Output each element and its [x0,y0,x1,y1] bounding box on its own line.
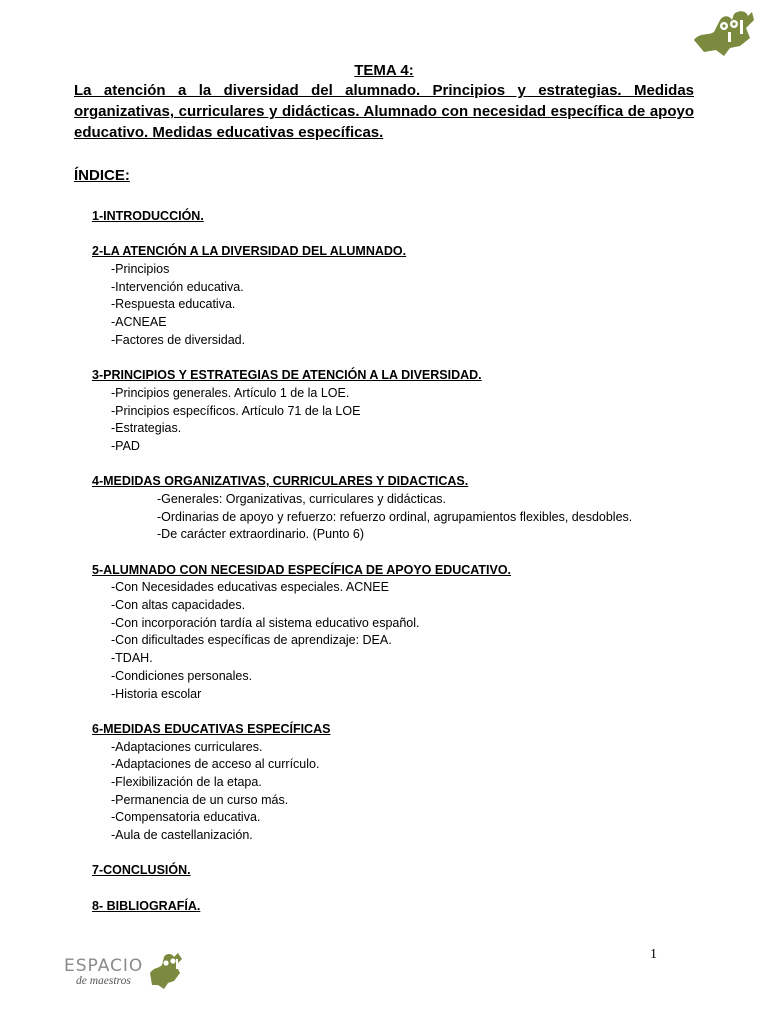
toc-item: -Con Necesidades educativas especiales. ACNEE [111,580,389,595]
toc-item: -Adaptaciones curriculares. [111,739,263,754]
toc-item: -Adaptaciones de acceso al currículo. [111,757,320,772]
toc-item: -PAD [111,438,140,453]
document-title: TEMA 4: [354,62,414,79]
toc-item: -Flexibilización de la etapa. [111,774,262,789]
toc-section-heading: 6-MEDIDAS EDUCATIVAS ESPECÍFICAS [92,721,331,736]
toc-item: -De carácter extraordinario. (Punto 6) [157,527,365,542]
footer-logo-icon [146,951,186,991]
toc-section [92,208,712,226]
toc-item: -Respuesta educativa. [111,297,236,312]
toc-section [92,721,712,845]
toc-section [92,243,712,349]
toc-item: -Compensatoria educativa. [111,810,261,825]
toc-item: -Generales: Organizativas, curriculares y didácticas. [157,491,447,506]
toc-item: -TDAH. [111,651,153,666]
toc-item: -Con incorporación tardía al sistema educativo español. [111,615,420,630]
toc-item: -Historia escolar [111,686,202,701]
toc-section-heading: 1-INTRODUCCIÓN. [92,209,204,223]
footer-brand-subtitle: de maestros [76,975,131,987]
document-subtitle: La atención a la diversidad del alumnado. Principios y estrategias. Medidas organizativas, curriculares y didácticas. Alumnado con necesidad específica de apoyo educativo. Medidas educativas específicas. [74,82,694,141]
index-heading: ÍNDICE: [74,167,130,184]
espacio-de-maestros-logo-icon [690,6,756,58]
toc-item: -Ordinarias de apoyo y refuerzo: refuerzo ordinal, agrupamientos flexibles, desdobles. [157,509,633,524]
toc-item: -Permanencia de un curso más. [111,792,289,807]
toc-section [92,562,712,704]
toc-item: -Principios [111,262,170,276]
toc-section-heading: 7-CONCLUSIÓN. [92,863,191,878]
footer-brand-word: ESPACIO [64,956,144,976]
toc-item: -Intervención educativa. [111,279,244,294]
toc-item: -Estrategias. [111,421,182,436]
toc-section [92,367,712,456]
toc-section-heading: 4-MEDIDAS ORGANIZATIVAS, CURRICULARES Y DIDACTICAS. [92,474,469,489]
table-of-contents [92,208,712,933]
toc-item: -Aula de castellanización. [111,828,253,843]
toc-section [92,898,712,916]
toc-section [92,473,712,544]
toc-item: -Principios específicos. Artículo 71 de la LOE [111,403,361,418]
toc-item: -Con altas capacidades. [111,598,246,613]
toc-item: -Factores de diversidad. [111,332,246,347]
toc-item: -Con dificultades específicas de aprendizaje: DEA. [111,633,392,648]
toc-section-heading: 8- BIBLIOGRAFÍA. [92,898,201,913]
toc-item: -Condiciones personales. [111,668,253,683]
toc-section-heading: 3-PRINCIPIOS Y ESTRATEGIAS DE ATENCIÓN A LA DIVERSIDAD. [92,368,482,383]
toc-item: -Principios generales. Artículo 1 de la LOE. [111,385,350,400]
toc-item: -ACNEAE [111,315,167,330]
toc-section-heading: 5-ALUMNADO CON NECESIDAD ESPECÍFICA DE APOYO EDUCATIVO. [92,562,512,577]
page-number: 1 [650,947,657,962]
toc-section [92,862,712,880]
toc-section-heading: 2-LA ATENCIÓN A LA DIVERSIDAD DEL ALUMNADO. [92,244,407,259]
